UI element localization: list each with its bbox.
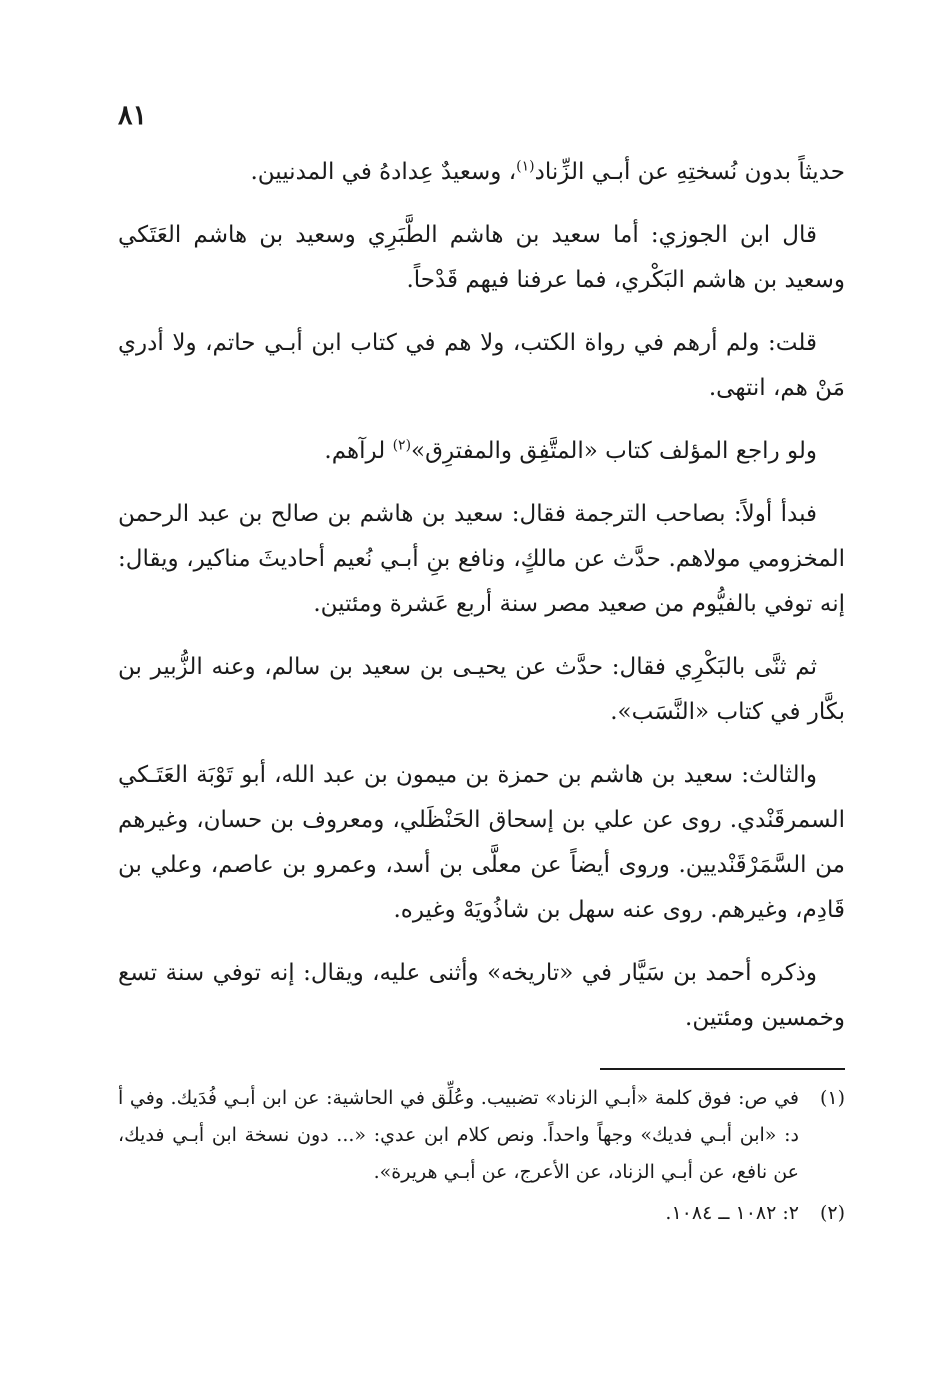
footnotes <box>118 1080 845 1236</box>
footnote-ref-1[interactable]: (١) <box>516 158 535 175</box>
page-number: ٨١ <box>118 100 148 131</box>
paragraph-1 <box>118 150 845 195</box>
main-text <box>118 150 845 1059</box>
paragraph-tail: ، وسعيدٌ عِدادهُ في المدنيين. <box>250 159 517 185</box>
footnote-2 <box>118 1195 845 1232</box>
footnote-text: ٢: ١٠٨٢ ــ ١٠٨٤. <box>665 1202 799 1224</box>
paragraph-5: فبدأ أولاً: بصاحب الترجمة فقال: سعيد بن هاشم بن صالح بن عبد الرحمن المخزومي مولاهم. حدَّث عن مالكٍ، ونافع بنِ أبـي نُعيم أحاديثَ مناكير، ويقال: إنه توفي بالفيُّوم من صعيد مصر سنة أربع عَشرة ومئتين. <box>118 501 845 617</box>
footnote-text: في ص: فوق كلمة «أبـي الزناد» تضبيب. وعُلِّق في الحاشية: عن ابن أبـي فُدَيك. وفي أ د: «ابن أبـي فديك» وجهاً واحداً. ونص كلام ابن عدي: «... دون نسخة ابن أبـي فديك، عن نافع، عن أبـي الزناد، عن الأعرج، عن أبـي هريرة». <box>118 1087 799 1183</box>
footnote-number: (٢) <box>819 1202 845 1224</box>
paragraph-7: والثالث: سعيد بن هاشم بن حمزة بن ميمون بن عبد الله، أبو تَوْبَة العَتَـكي السمرقَنْدي. روى عن علي بن إسحاق الحَنْظَلي، ومعروف بن حسان، وغيرهم من السَّمَرْقَنْديين. وروى أيضاً عن معلَّى بن أسد، وعمرو بن عاصم، وعلي بن قَادِم، وغيرهم. روى عنه سهل بن شاذُويَهْ وغيره. <box>118 762 845 923</box>
paragraph-tail: لرآهم. <box>324 438 393 464</box>
footnote-1 <box>118 1080 845 1191</box>
footnote-number: (١) <box>819 1087 845 1109</box>
paragraph-3: قلت: ولم أرهم في رواة الكتب، ولا هم في كتاب ابن أبـي حاتم، ولا أدري مَنْ هم، انتهى. <box>118 330 845 401</box>
footnote-divider <box>600 1068 845 1070</box>
paragraph-6: ثم ثنَّى بالبَكْرِي فقال: حدَّث عن يحيـى بن سعيد بن سالم، وعنه الزُّبير بن بكَّار في كتاب «النَّسَب». <box>118 654 845 725</box>
paragraph-text: حديثاً بدون نُسختِهِ عن أبـي الزِّناد <box>534 159 845 185</box>
paragraph-text: ولو راجع المؤلف كتاب «المتَّفِق والمفترِق» <box>411 438 817 464</box>
paragraph-4 <box>118 429 845 474</box>
footnote-ref-2[interactable]: (٢) <box>392 437 412 454</box>
paragraph-8: وذكره أحمد بن سَيَّار في «تاريخه» وأثنى عليه، ويقال: إنه توفي سنة تسع وخمسين ومئتين. <box>118 960 845 1031</box>
paragraph-2: قال ابن الجوزي: أما سعيد بن هاشم الطَّبَرِي وسعيد بن هاشم العَتَكي وسعيد بن هاشم البَكْري، فما عرفنا فيهم قَدْحاً. <box>118 222 845 293</box>
